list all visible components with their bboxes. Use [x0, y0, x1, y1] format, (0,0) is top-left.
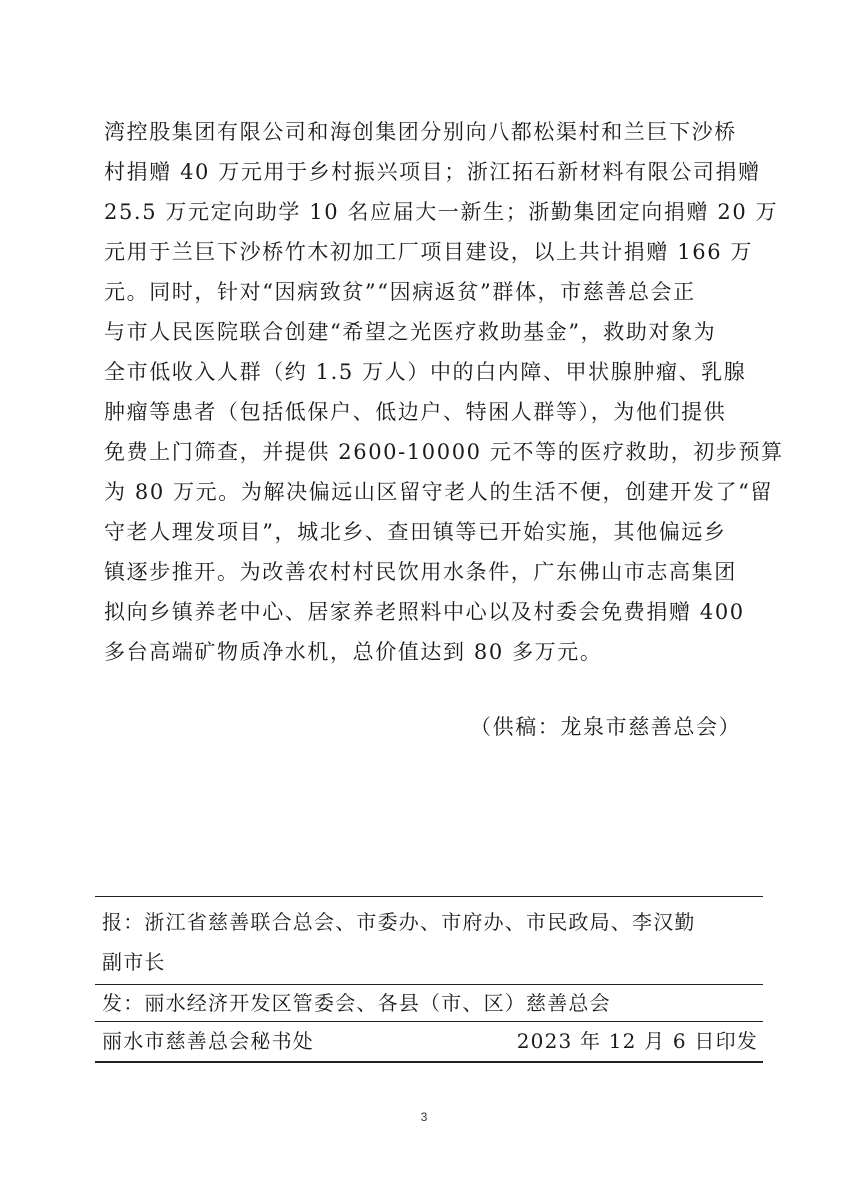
page-number: 3	[420, 1110, 428, 1124]
footer-bottom-rule	[95, 1061, 763, 1063]
issuing-office: 丽水市慈善总会秘书处	[102, 1029, 314, 1053]
distribution-recipients: 发：丽水经济开发区管委会、各县（市、区）慈善总会	[102, 991, 611, 1015]
body-paragraph	[104, 112, 784, 672]
body-line: 拟向乡镇养老中心、居家养老照料中心以及村委会免费捐赠 400	[104, 600, 745, 624]
body-line: 多台高端矿物质净水机，总价值达到 80 多万元。	[104, 640, 603, 664]
report-recipients-line2: 副市长	[102, 950, 166, 974]
report-recipients-line1: 报：浙江省慈善联合总会、市委办、市府办、市民政局、李汉勤	[102, 910, 696, 934]
body-line: 守老人理发项目”，城北乡、查田镇等已开始实施，其他偏远乡	[104, 520, 727, 544]
body-line: 元。同时，针对“因病致贫”“因病返贫”群体，市慈善总会正	[104, 280, 696, 304]
body-line: 镇逐步推开。为改善农村村民饮用水条件，广东佛山市志高集团	[104, 560, 737, 584]
body-line: 免费上门筛查，并提供 2600-10000 元不等的医疗救助，初步预算	[104, 440, 784, 464]
body-line: 为 80 万元。为解决偏远山区留守老人的生活不便，创建开发了“留	[104, 480, 774, 504]
body-line: 25.5 万元定向助学 10 名应届大一新生；浙勤集团定向捐赠 20 万	[104, 200, 779, 224]
body-line: 湾控股集团有限公司和海创集团分别向八都松渠村和兰巨下沙桥	[104, 120, 737, 144]
body-line: 村捐赠 40 万元用于乡村振兴项目；浙江拓石新材料有限公司捐赠	[104, 160, 761, 184]
body-line: 与市人民医院联合创建“希望之光医疗救助基金”，救助对象为	[104, 320, 717, 344]
contributor-credit: （供稿：龙泉市慈善总会）	[470, 715, 742, 739]
issue-date: 2023 年 12 月 6 日印发	[516, 1029, 758, 1053]
body-line: 肿瘤等患者（包括低保户、低边户、特困人群等），为他们提供	[104, 400, 727, 424]
body-line: 全市低收入人群（约 1.5 万人）中的白内障、甲状腺肿瘤、乳腺	[104, 360, 747, 384]
footer-top-rule	[95, 896, 763, 897]
body-line: 元用于兰巨下沙桥竹木初加工厂项目建设，以上共计捐赠 166 万	[104, 240, 754, 264]
